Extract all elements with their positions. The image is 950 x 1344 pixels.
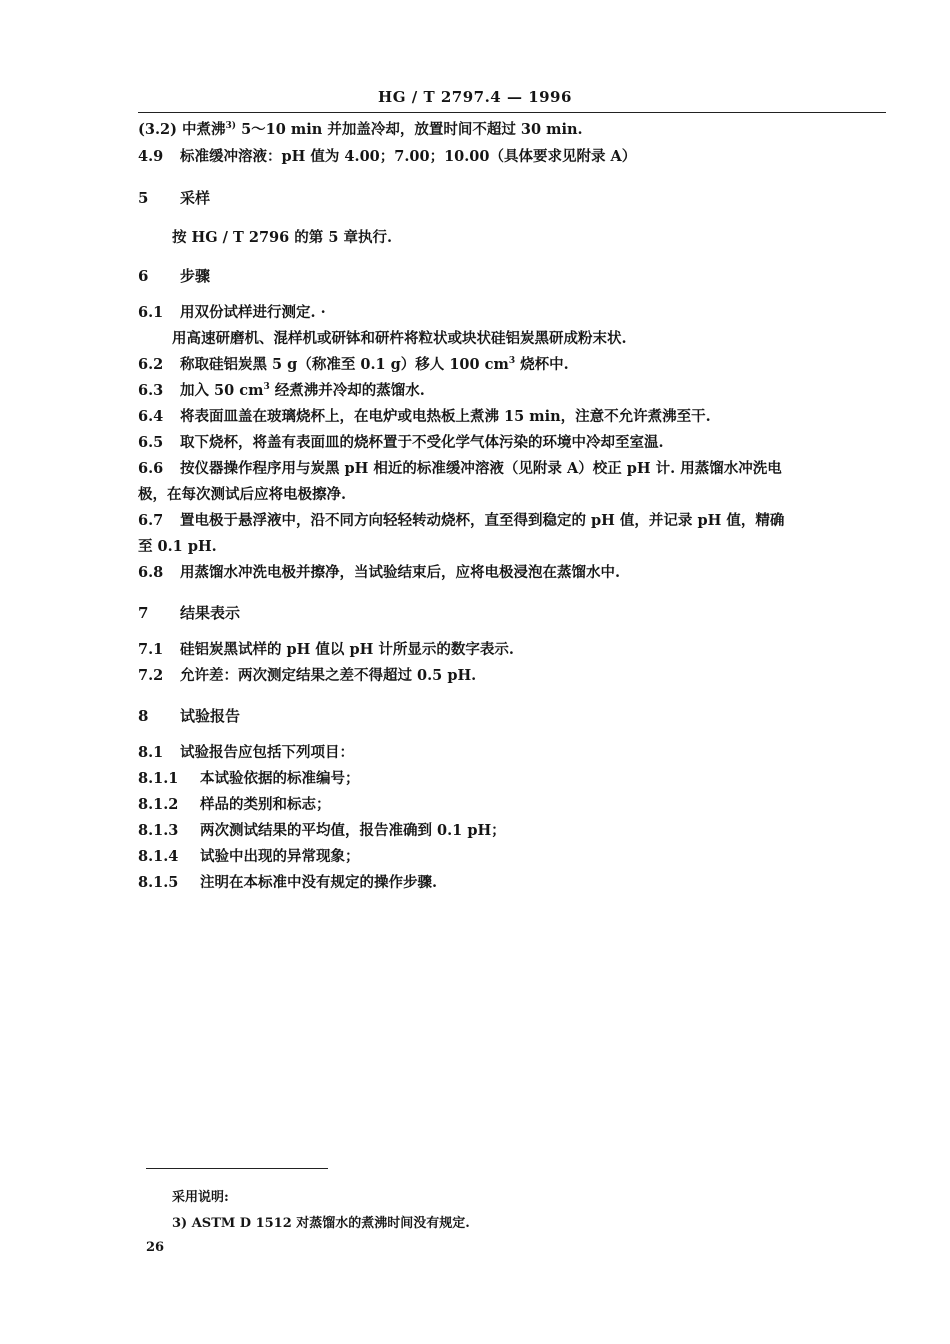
clause-8-1-4: 8.1.4 试验中出现的异常现象； [138, 848, 360, 865]
clause-7-2: 7.2 允许差：两次测定结果之差不得超过 0.5 pH. [138, 667, 477, 684]
section-5-heading: 5 采样 [138, 189, 211, 207]
clause-6-3: 6.3 加入 50 $cm^3$ 经煮沸并冷却的蒸馏水. [138, 382, 425, 399]
footnote-rule [146, 1168, 328, 1169]
clause-8-1-1: 8.1.1 本试验依据的标准编号； [138, 770, 360, 787]
clause-6-8: 6.8 用蒸馏水冲洗电极并擦净，当试验结束后，应将电极浸泡在蒸馏水中. [138, 564, 621, 581]
page-number: 26 [146, 1240, 165, 1255]
clause-6-1-text: 用高速研磨机、混样机或研钵和研杵将粒状或块状硅铝炭黑研成粉末状. [172, 330, 627, 347]
clause-8-1-5: 8.1.5 注明在本标准中没有规定的操作步骤. [138, 874, 438, 891]
header-rule [138, 112, 886, 113]
clause-6-6: 6.6 按仪器操作程序用与炭黑 pH 相近的标准缓冲溶液（见附录 A）校正 pH 计. 用蒸馏水冲洗电 [138, 460, 782, 477]
section-7-heading: 7 结果表示 [138, 604, 241, 622]
clause-8-1-2: 8.1.2 样品的类别和标志； [138, 796, 331, 813]
clause-6-1: 6.1 用双份试样进行测定. · [138, 304, 326, 321]
clause-6-2: 6.2 称取硅铝炭黑 5 g（称准至 0.1 g）移人 100 $cm^3$ 烧杯中. [138, 356, 569, 373]
clause-4-9: 4.9 标准缓冲溶液：pH 值为 4.00；7.00；10.00（具体要求见附录 A） [138, 148, 637, 165]
section-5-text: 按 HG / T 2796 的第 5 章执行. [172, 229, 392, 246]
clause-8-1-3: 8.1.3 两次测试结果的平均值，报告准确到 0.1 pH； [138, 822, 506, 839]
clause-6-7-cont: 至 0.1 pH. [138, 538, 217, 555]
clause-7-1: 7.1 硅铝炭黑试样的 pH 值以 pH 计所显示的数字表示. [138, 641, 514, 658]
section-8-heading: 8 试验报告 [138, 707, 241, 725]
footnote-title: 采用说明: [172, 1190, 229, 1205]
page-header-standard-id: HG / T 2797.4 — 1996 [378, 88, 572, 106]
clause-6-4: 6.4 将表面皿盖在玻璃烧杯上，在电炉或电热板上煮沸 15 min，注意不允许煮沸至干. [138, 408, 711, 425]
section-6-heading: 6 步骤 [138, 267, 211, 285]
footnote-3: 3) ASTM D 1512 对蒸馏水的煮沸时间没有规定. [172, 1216, 470, 1231]
clause-8-1: 8.1 试验报告应包括下列项目： [138, 744, 354, 761]
clause-6-6-cont: 极，在每次测试后应将电极擦净. [138, 486, 347, 503]
clause-6-5: 6.5 取下烧杯，将盖有表面皿的烧杯置于不受化学气体污染的环境中冷却至室温. [138, 434, 664, 451]
continued-item-3-2: (3.2) 中煮沸$^{3)}$ 5～10 min 并加盖冷却，放置时间不超过 30 min. [138, 121, 583, 138]
clause-6-7: 6.7 置电极于悬浮液中，沿不同方向轻轻转动烧杯，直至得到稳定的 pH 值，并记录 pH 值，精确 [138, 512, 785, 529]
